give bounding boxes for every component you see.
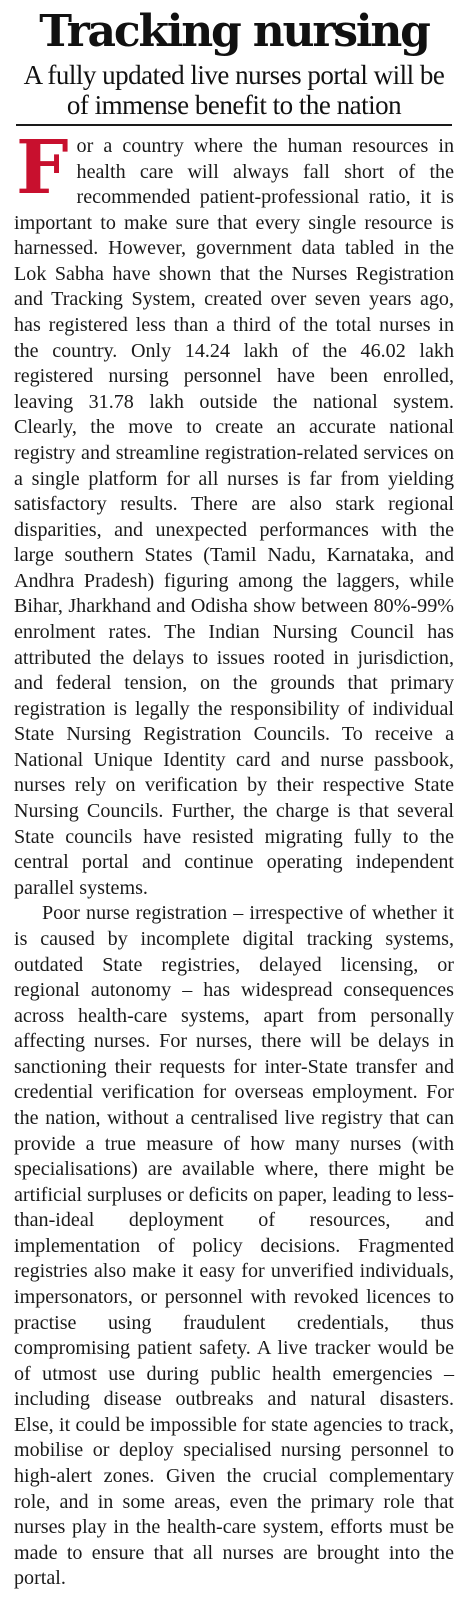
subheadline-line-1: A fully updated live nurses portal will be [23, 60, 445, 90]
subheadline [14, 60, 454, 120]
headline: Tracking nursing [39, 6, 429, 57]
subheadline-line-2: of immense benefit to the nation [66, 90, 402, 120]
paragraph-1 [14, 125, 454, 901]
paragraph-1-text: or a country where the human resources in health care will always fall short of the recommended patient-professional ratio, it is important to make sure that every single resource is harnessed. However, government data tabled in the Lok Sabha have shown that the Nurses Registration and Tracking System, created over seven years ago, has registered less than a third of the total nurses in the country. Only 14.24 lakh of the 46.02 lakh registered nursing personnel have been enrolled, leaving 31.78 lakh outside the national system. Clearly, the move to create an accurate national registry and streamline registration-related services on a single platform for all nurses is far from yielding satisfactory results. There are also stark regional disparities, and unexpected performances with the large southern States (Tamil Nadu, Karnataka, and Andhra Pradesh) figuring among the laggers, while Bihar, Jharkhand and Odisha show between 80%-99% enrolment rates. The Indian Nursing Council has attributed the delays to issues rooted in jurisdiction, and federal tension, on the grounds that primary registration is legally the responsibility of individual State Nursing Registration Councils. To receive a National Unique Identity card and nurse passbook, nurses rely on verification by their respective State Nursing Councils. Further, the charge is that several State councils have resisted migrating fully to the central portal and continue operating independent parallel systems. [14, 135, 454, 899]
headline-divider [16, 124, 452, 126]
paragraph-2: Poor nurse registration – irrespective of whether it is caused by incomplete digital tracking systems, outdated State registries, delayed licensing, or regional autonomy – has widespread consequences across health-care systems, apart from personally affecting nurses. For nurses, there will be delays in sanctioning their requests for inter-State transfer and credential verification for overseas employment. For the nation, without a centralised live registry that can provide a true measure of how many nurses (with specialisations) are available where, there might be artificial surpluses or deficits on paper, leading to less-than-ideal deployment of resources, and implementation of policy decisions. Fragmented registries also make it easy for unverified individuals, impersonators, or personnel with revoked licences to practise using fraudulent credentials, thus compromising patient safety. A live tracker would be of utmost use during public health emergencies – including disease outbreaks and natural disasters. Else, it could be impossible for state agencies to track, mobilise or deploy specialised nursing personnel to high-alert zones. Given the crucial complementary role, and in some areas, even the primary role that nurses play in the health-care system, efforts must be made to ensure that all nurses are brought into the portal. [14, 902, 454, 1590]
drop-cap: F [16, 125, 69, 211]
article-body [14, 125, 454, 1592]
